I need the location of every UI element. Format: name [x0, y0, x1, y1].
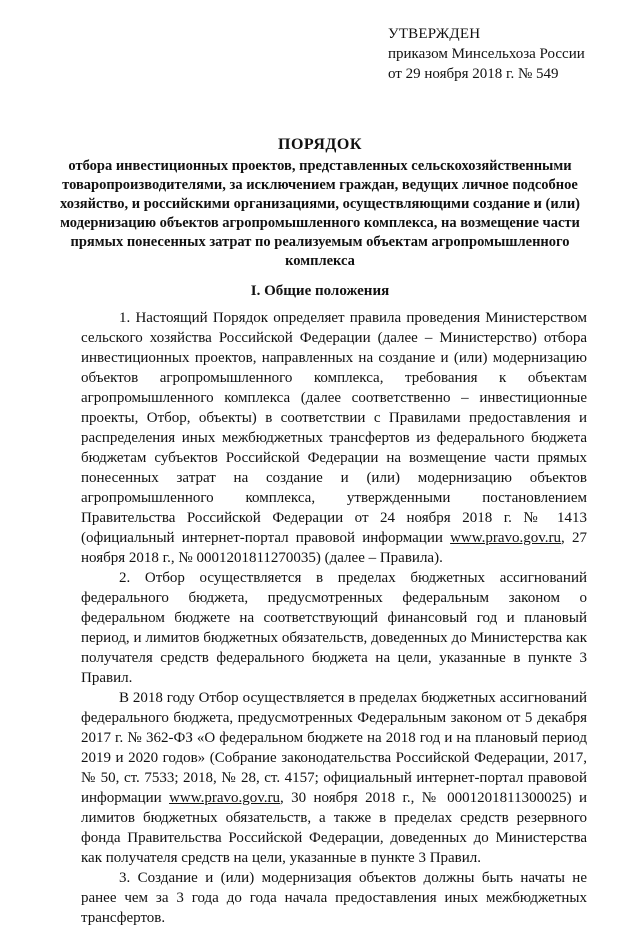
paragraph-3-text: В 2018 году Отбор осуществляется в пределах бюджетных ассигнований федерального бюджета, предусмотренных Федеральным законом от 5 декабря 2017 г. № 362-ФЗ «О федеральном бюджете на 2018 год и на плановый период 2019 и 2020 годов» (Собрание законодательства Российской Федерации, 2017, № 50, ст. 7533; 2018, № 28, ст. 4157; официальный интернет-портал правовой информации	[81, 690, 587, 806]
approval-stamp	[388, 24, 585, 84]
pravo-link[interactable]: www.pravo.gov.ru	[450, 530, 562, 546]
document-body	[81, 308, 587, 928]
section-heading: I. Общие положения	[250, 283, 390, 299]
paragraph-4: 3. Создание и (или) модернизация объектов должны быть начаты не ранее чем за 3 года до года начала предоставления иных межбюджетных трансфертов.	[81, 870, 587, 926]
paragraph-1	[81, 308, 587, 568]
document-title-block	[60, 134, 580, 271]
paragraph-1-tail: , 27 ноября 2018 г., № 0001201811270035) (далее – Правила).	[81, 530, 587, 566]
pravo-link[interactable]: www.pravo.gov.ru	[169, 790, 281, 806]
paragraph-3-tail: , 30 ноября 2018 г., № 0001201811300025) и лимитов бюджетных обязательств, а также в пределах средств резервного фонда Правительства Российской Федерации, доведенных до Министерства как получателя средств на цели, указанные в пункте 3 Правил.	[81, 790, 587, 866]
document-title: ПОРЯДОК	[278, 136, 362, 153]
paragraph-1-text: 1. Настоящий Порядок определяет правила проведения Министерством сельского хозяйства Российской Федерации (далее – Министерство) отбора инвестиционных проектов, направленных на создание и (или) модернизацию объектов агропромышленного комплекса, требования к объектам агропромышленного комплекса (далее соответственно – инвестиционные проекты, Отбор, объекты) в соответствии с Правилами предоставления и распределения иных межбюджетных трансфертов из федерального бюджета бюджетам субъектов Российской Федерации на возмещение части прямых понесенных затрат на создание и (или) модернизацию объектов агропромышленного комплекса, утвержденными постановлением Правительства Российской Федерации от 24 ноября 2018 г. № 1413 (официальный интернет-портал правовой информации	[81, 310, 587, 546]
paragraph-2: 2. Отбор осуществляется в пределах бюджетных ассигнований федерального бюджета, предусмотренных федеральным законом о федеральном бюджете на соответствующий финансовый год и плановый период, и лимитов бюджетных обязательств, доведенных до Министерства как получателя средств федерального бюджета на цели, указанные в пункте 3 Правил.	[81, 570, 587, 686]
approval-date-line: от 29 ноября 2018 г. № 549	[388, 66, 559, 82]
approval-order-line: приказом Минсельхоза России	[388, 46, 585, 62]
paragraph-3	[81, 688, 587, 868]
approval-heading: УТВЕРЖДЕН	[388, 26, 481, 42]
document-subtitle: отбора инвестиционных проектов, представленных сельскохозяйственными товаропроизводителями, за исключением граждан, ведущих личное подсобное хозяйство, и российскими организациями, осуществляющими создание и (или) модернизацию объектов агропромышленного комплекса, на возмещение части прямых понесенных затрат по реализуемым объектам агропромышленного комплекса	[60, 158, 581, 269]
